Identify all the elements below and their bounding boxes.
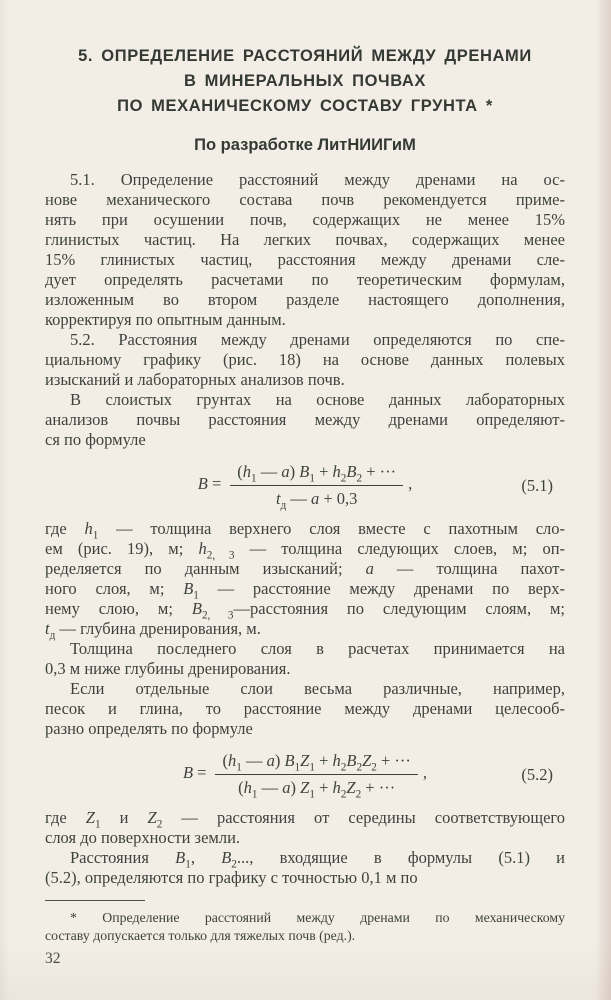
fraction-denominator: ($h_1$ — a) $Z_1 + h_2Z_2$ + ··· — [238, 778, 396, 801]
text-line: разно определять по формуле — [45, 719, 253, 738]
footnote-rule — [45, 900, 145, 901]
text-line: ределяется по данным изысканий; a — толщина пахот- — [45, 559, 565, 578]
text-line: песок и глина, то расстояние между дренами целесооб- — [45, 699, 565, 718]
fraction-denominator: $t_д$ — a + 0,3 — [275, 489, 358, 512]
text-line: ся по формуле — [45, 430, 146, 449]
text-line: В слоистых грунтах на основе данных лабораторных — [70, 390, 565, 409]
text-line: ного слоя, м; $B_1$ — расстояние между дренами по верх- — [45, 579, 565, 602]
text-line: нять при осушении почв, содержащих не менее 15% — [45, 210, 565, 229]
paragraph — [45, 330, 565, 390]
text-line: нове механического состава почв рекомендуется приме- — [45, 190, 565, 209]
paragraph — [45, 679, 565, 739]
equation-comma: , — [408, 474, 413, 494]
text-line: слоя до поверхности земли. — [45, 828, 241, 847]
footnote — [45, 900, 565, 945]
equation-lhs: B = — [182, 763, 207, 783]
equation-number: (5.2) — [521, 764, 553, 784]
text-line: изложенным во втором разделе настоящего дополнения, — [45, 290, 565, 309]
footnote-lines — [45, 909, 565, 945]
footnote-line: составу допускается только для тяжелых почв (ред.). — [45, 928, 356, 943]
text-line: глинистых частиц. На легких почвах, содержащих менее — [45, 230, 565, 249]
text-line: 0,3 м ниже глубины дренирования. — [45, 659, 291, 678]
equation-number: (5.1) — [521, 475, 553, 495]
fraction-numerator: ($h_1$ — a) $B_1 + h_2B_2$ + ··· — [230, 461, 403, 486]
text-line: анализов почвы расстояния между дренами определяют- — [45, 410, 565, 429]
text-line: ем (рис. 19), м; $h_{2, 3}$ — толщина следующих слоев, м; оп- — [45, 539, 566, 562]
text-line: нему слою, м; $B_{2, 3}—расстояния$ по следующим слоям, м; — [45, 599, 566, 622]
paragraph — [45, 639, 565, 679]
equation — [45, 461, 565, 510]
text-line: (5.2), определяются по графику с точностью 0,1 м по — [45, 868, 418, 887]
chapter-heading-line-3: ПО МЕХАНИЧЕСКОМУ СОСТАВУ ГРУНТА * — [117, 97, 493, 115]
text-line: 5.2. Расстояния между дренами определяются по спе- — [70, 330, 565, 349]
fraction — [215, 750, 417, 799]
fraction-numerator: ($h_1$ — a) $B_1Z_1 + h_2B_2Z_2$ + ··· — [215, 750, 417, 775]
text-line: $t_д$ — глубина дренирования, м. — [45, 619, 261, 642]
text-line: циальному графику (рис. 18) на основе данных полевых — [45, 350, 565, 369]
equation — [45, 750, 565, 799]
footnote-line: * Определение расстояний между дренами по механическому — [70, 910, 565, 925]
paragraph — [45, 390, 565, 450]
text-line: где $h_1$ — толщина верхнего слоя вместе с пахотным сло- — [45, 519, 565, 542]
text-line: Толщина последнего слоя в расчетах принимается на — [70, 639, 565, 658]
equation-comma: , — [422, 763, 428, 783]
chapter-heading-line-2: В МИНЕРАЛЬНЫХ ПОЧВАХ — [183, 72, 427, 90]
equation-lhs: B = — [197, 474, 222, 494]
text-line: Если отдельные слои весьма различные, например, — [70, 679, 565, 698]
paragraph — [45, 808, 565, 848]
fraction — [230, 461, 403, 510]
text-line: дует определять расчетами по теоретическим формулам, — [45, 270, 565, 289]
subtitle: По разработке ЛитНИИГиМ — [194, 136, 416, 154]
paragraph — [45, 519, 566, 642]
chapter-heading-line-1: 5. ОПРЕДЕЛЕНИЕ РАССТОЯНИЙ МЕЖДУ ДРЕНАМИ — [78, 47, 532, 65]
page-number: 32 — [45, 950, 61, 967]
text-line: 5.1. Определение расстояний между дренами на ос- — [70, 170, 565, 189]
text-line: 15% глинистых частиц, расстояния между дренами сле- — [45, 250, 565, 269]
paragraph — [45, 848, 565, 888]
text-line: Расстояния $B_1$, $B_2$..., входящие в формулы (5.1) и — [70, 848, 566, 871]
text-line: где $Z_1$ и $Z_2$ — расстояния от середины соответствующего — [45, 808, 565, 831]
text-line: изысканий и лабораторных анализов почв. — [45, 370, 345, 389]
text-line: корректируя по опытным данным. — [45, 310, 286, 329]
chapter-heading — [45, 44, 565, 119]
page-body — [45, 170, 565, 888]
paragraph — [45, 170, 565, 330]
